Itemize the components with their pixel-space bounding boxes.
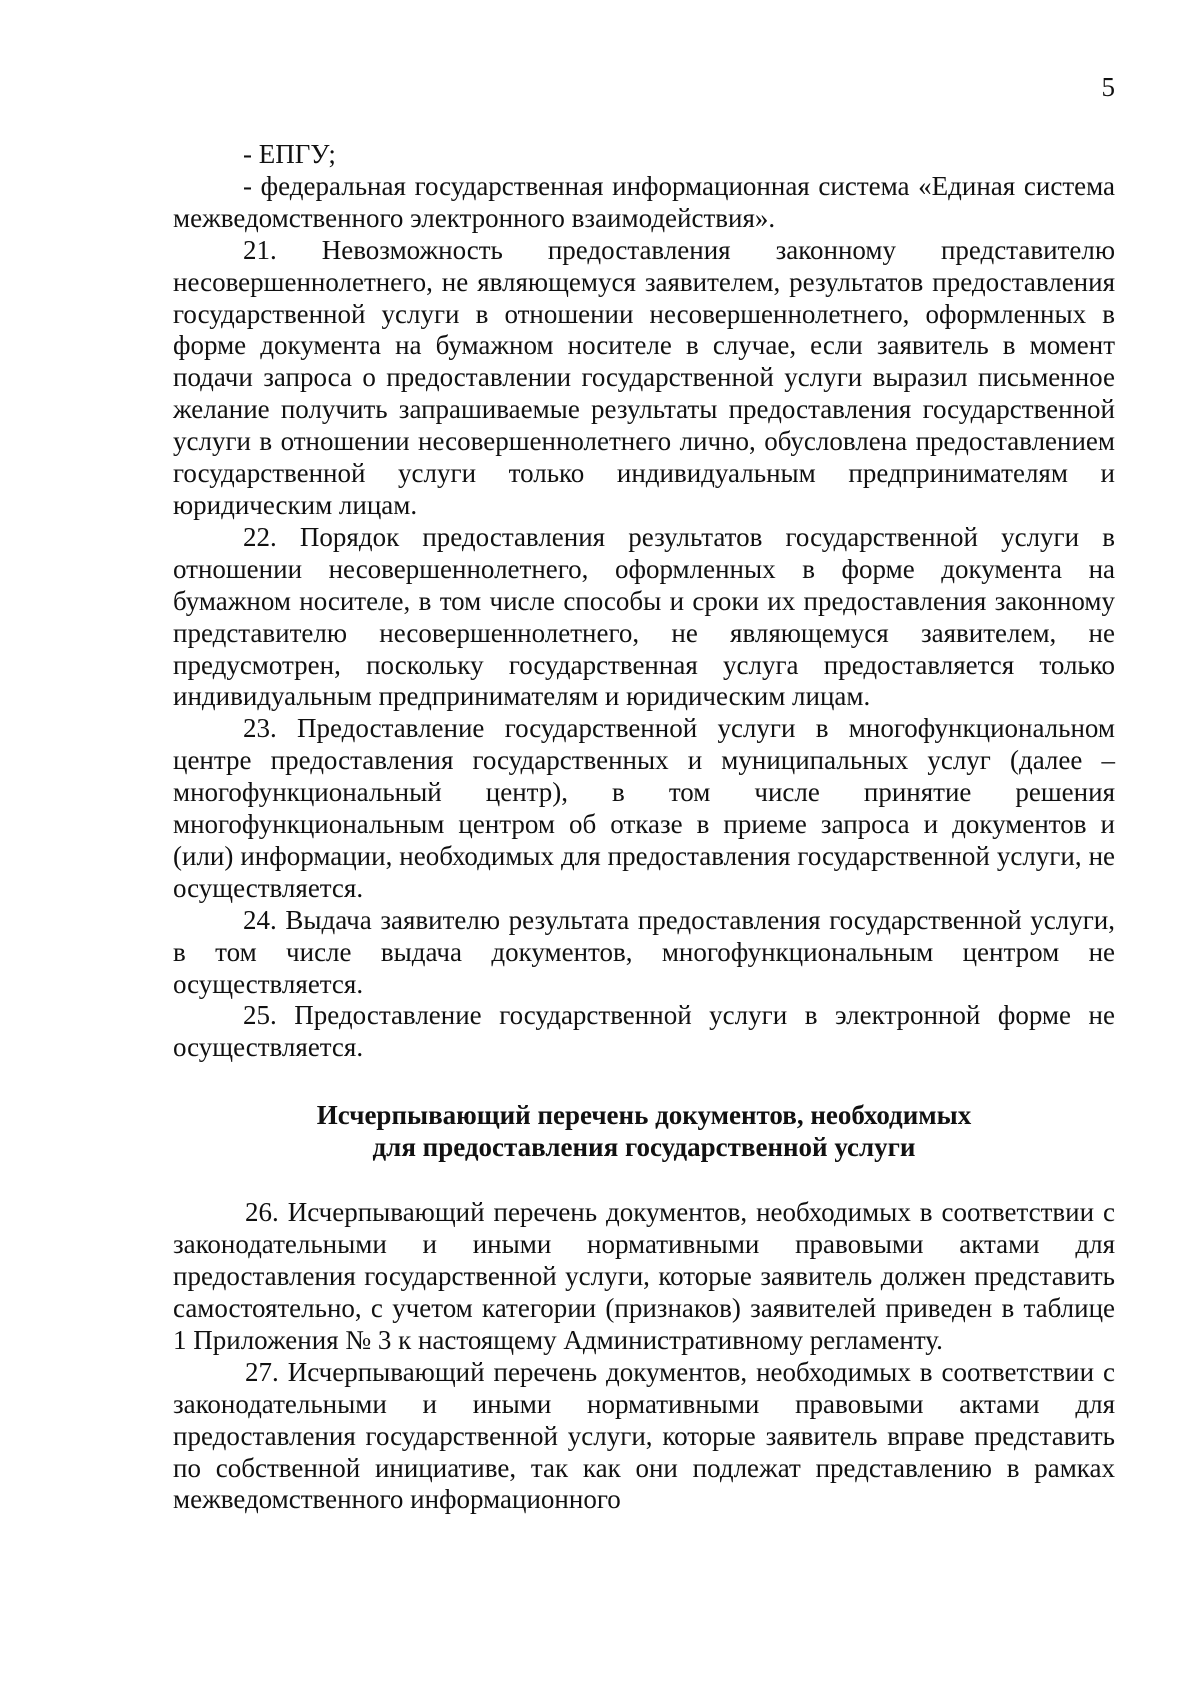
- section-heading-line-1: Исчерпывающий перечень документов, необходимых: [316, 1100, 972, 1131]
- section-heading: [173, 1099, 1115, 1163]
- paragraph-26: 26. Исчерпывающий перечень документов, необходимых в соответствии с законодательными и иными нормативными правовыми актами для предоставления государственной услуги, которые заявитель должен представить самостоятельно, с учетом категории (признаков) заявителей приведен в таблице 1 Приложения № 3 к настоящему Административному регламенту.: [173, 1197, 1115, 1355]
- section-heading-line-2: для предоставления государственной услуги: [372, 1132, 916, 1163]
- paragraph-27: 27. Исчерпывающий перечень документов, необходимых в соответствии с законодательными и иными нормативными правовыми актами для предоставления государственной услуги, которые заявитель вправе представить по собственной инициативе, так как они подлежат представлению в рамках межведомственного информационного: [173, 1356, 1115, 1515]
- page-number: 5: [1101, 72, 1115, 102]
- paragraph-25: 25. Предоставление государственной услуги в электронной форме не осуществляется.: [173, 1000, 1115, 1063]
- paragraph-24: 24. Выдача заявителю результата предоставления государственной услуги, в том числе выдача документов, многофункциональным центром не осуществляется.: [173, 904, 1115, 999]
- list-item-epgu: - ЕПГУ;: [243, 139, 336, 169]
- paragraph-22: 22. Порядок предоставления результатов государственной услуги в отношении несовершеннолетнего, оформленных в форме документа на бумажном носителе, в том числе способы и сроки их предоставления законному представителю несовершеннолетнего, не являющемуся заявителем, не предусмотрен, поскольку государственная услуга предоставляется только индивидуальным предпринимателям и юридическим лицам.: [173, 521, 1115, 712]
- document-body: [173, 139, 1115, 1516]
- paragraph-23: 23. Предоставление государственной услуги в многофункциональном центре предоставления государственных и муниципальных услуг (далее – многофункциональный центр), в том числе принятие решения многофункциональным центром об отказе в приеме запроса и документов и (или) информации, необходимых для предоставления государственной услуги, не осуществляется.: [173, 713, 1115, 903]
- list-item-smev: - федеральная государственная информационная система «Единая система межведомственного электронного взаимодействия».: [173, 170, 1115, 233]
- paragraph-21: 21. Невозможность предоставления законному представителю несовершеннолетнего, не являющемуся заявителем, результатов предоставления государственной услуги в отношении несовершеннолетнего, оформленных в форме документа на бумажном носителе в случае, если заявитель в момент подачи запроса о предоставлении государственной услуги выразил письменное желание получить запрашиваемые результаты предоставления государственной услуги в отношении несовершеннолетнего лично, обусловлена предоставлением государственной услуги только индивидуальным предпринимателям и юридическим лицам.: [173, 234, 1115, 520]
